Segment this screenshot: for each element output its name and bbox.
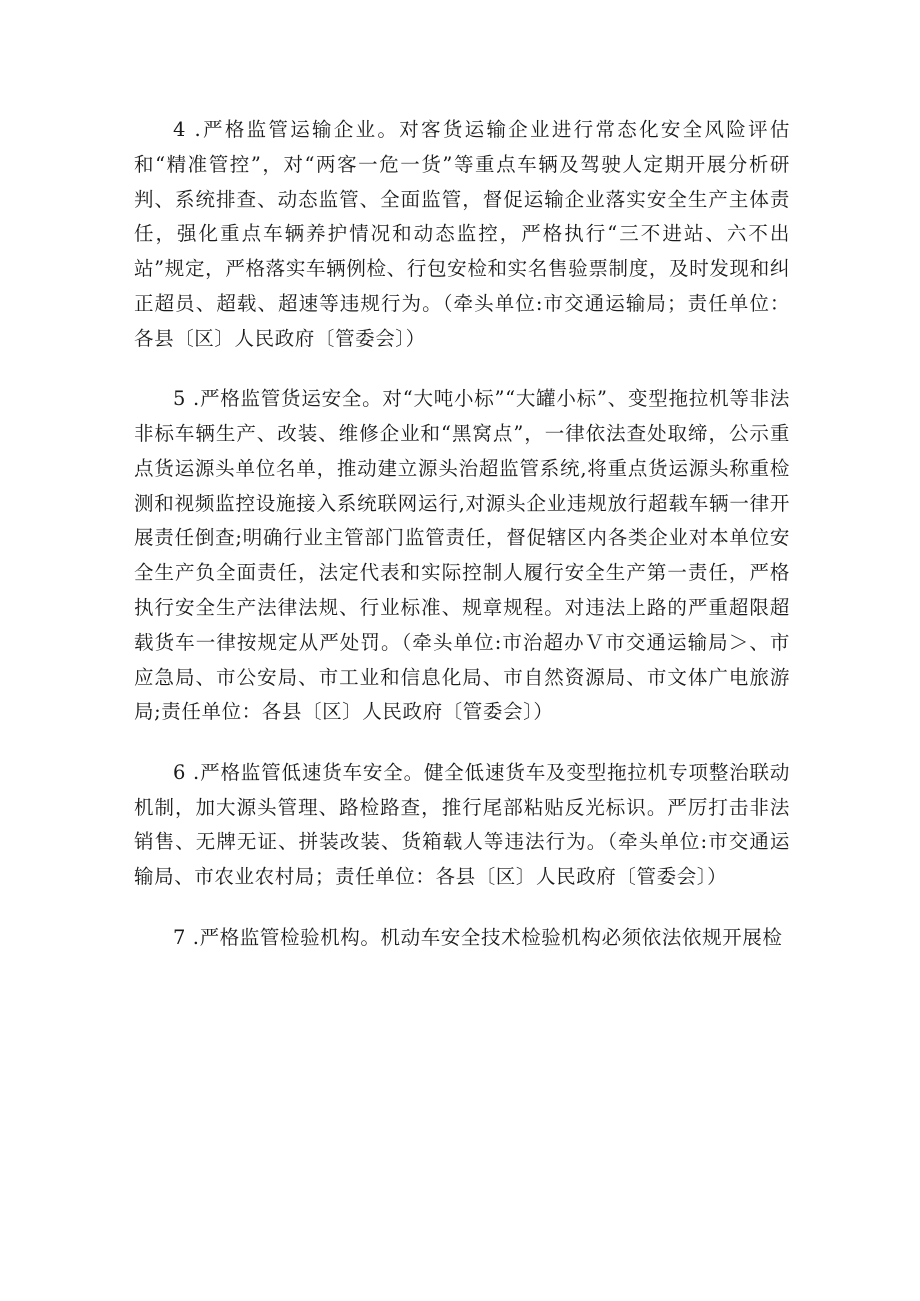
paragraph-5-freight-safety: 5 .严格监管货运安全。对“大吨小标”“大罐小标”、变型拖拉机等非法非标车辆生产、改装、维修企业和“黑窝点”，一律依法查处取缔，公示重点货运源头单位名单，推动建立源头治超监管系统,将重点货运源头称重检测和视频监控设施接入系统联网运行,对源头企业违规放行超载车辆一律开展责任倒查;明确行业主管部门监管责任，督促辖区内各类企业对本单位安全生产负全面责任，法定代表和实际控制人履行安全生产第一责任，严格执行安全生产法律法规、行业标准、规章规程。对违法上路的严重超限超载货车一律按规定从严处罚。（牵头单位:市治超办Ｖ市交通运输局＞、市应急局、市公安局、市工业和信息化局、市自然资源局、市文体广电旅游局;责任单位：各县〔区〕人民政府〔管委会〕） — [134, 387, 790, 724]
paragraph-7-inspection-agencies: 7 .严格监管检验机构。机动车安全技术检验机构必须依法依规开展检 — [173, 925, 783, 949]
paragraph-4-transport-enterprises: 4 .严格监管运输企业。对客货运输企业进行常态化安全风险评估和“精准管控”，对“两客一危一货”等重点车辆及驾驶人定期开展分析研判、系统排查、动态监管、全面监管，督促运输企业落实安全生产主体责任，强化重点车辆养护情况和动态监控，严格执行“三不进站、六不出站”规定，严格落实车辆例检、行包安检和实名售验票制度，及时发现和纠正超员、超载、超速等违规行为。（牵头单位:市交通运输局；责任单位：各县〔区〕人民政府〔管委会〕） — [134, 118, 790, 350]
document-body — [134, 113, 790, 955]
paragraph-6-low-speed-trucks: 6 .严格监管低速货车安全。健全低速货车及变型拖拉机专项整治联动机制，加大源头管理、路检路查，推行尾部粘贴反光标识。严厉打击非法销售、无牌无证、拼装改装、货箱载人等违法行为。（牵头单位:市交通运输局、市农业农村局；责任单位：各县〔区〕人民政府〔管委会〕） — [134, 760, 790, 889]
